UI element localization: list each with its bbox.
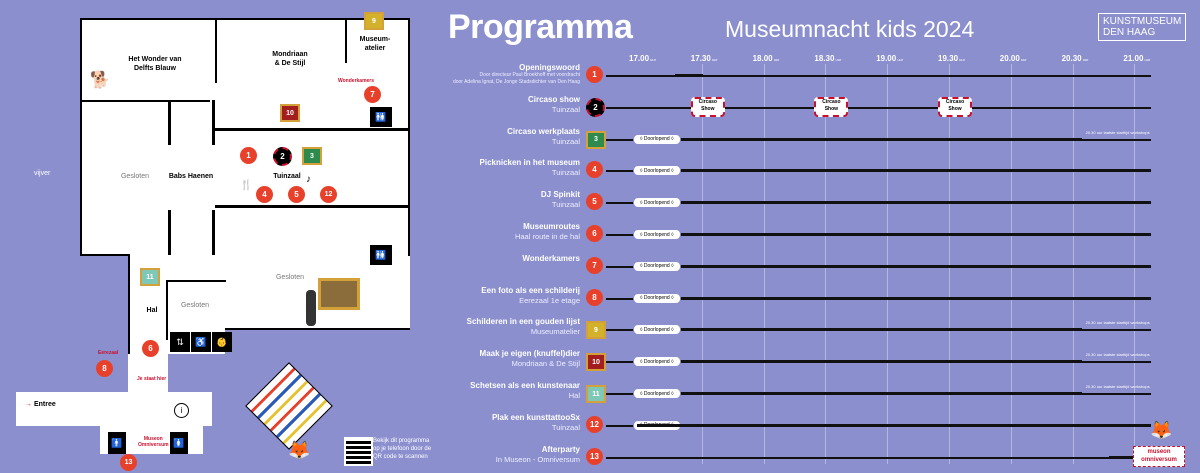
time-tick-unit: uur xyxy=(896,57,904,62)
fox-icon: 🦊 xyxy=(1150,420,1173,440)
room-gesloten-1: Gesloten xyxy=(120,173,150,180)
time-tick-label xyxy=(876,54,903,63)
time-tick-value: 20.30 xyxy=(1061,54,1082,63)
time-tick-unit: uur xyxy=(1143,57,1151,62)
time-tick-value: 19.30 xyxy=(938,54,959,63)
plan-square-10: 10 xyxy=(280,104,300,122)
plan-badge-6: 6 xyxy=(142,340,159,357)
room-label-atelier: Museum- atelier xyxy=(359,36,391,52)
entree-label xyxy=(25,401,56,408)
entree-text: Entree xyxy=(33,401,56,408)
event-badge: 4 xyxy=(586,161,603,178)
time-tick-value: 18.00 xyxy=(752,54,773,63)
picnic-icon: 🍴 xyxy=(240,180,253,191)
circaso-show-marker: Circaso Show xyxy=(691,97,725,117)
toilet-icon-2: 🚻 xyxy=(370,245,392,265)
eerezaal-label: Eerezaal xyxy=(98,350,119,356)
info-icon: i xyxy=(174,403,189,418)
time-tick-unit: uur xyxy=(1019,57,1027,62)
kite-tail-icon: 🦊 xyxy=(288,440,311,460)
event-timeline xyxy=(606,107,1151,109)
last-workshop-note: 20.30 uur laatste starttijd workshops xyxy=(1085,320,1150,326)
time-tick-label xyxy=(814,54,841,63)
room-gesloten-2: Gesloten xyxy=(275,274,305,281)
time-tick-label xyxy=(629,54,656,63)
plan-square-11: 11 xyxy=(140,268,160,286)
plan-badge-5: 5 xyxy=(288,186,305,203)
event-badge: 6 xyxy=(586,225,603,242)
event-location: Museumatelier xyxy=(530,327,580,337)
lift-icon: ⇅ xyxy=(170,332,190,352)
time-tick-value: 17.00 xyxy=(629,54,650,63)
time-tick-value: 18.30 xyxy=(814,54,835,63)
qr-code xyxy=(344,437,373,466)
doorlopend-pill: ◊ Doorlopend ◊ xyxy=(633,197,681,208)
event-title: Circaso show xyxy=(527,94,580,104)
event-location: Tuinzaal xyxy=(551,422,580,432)
event-title: Wonderkamers xyxy=(522,253,580,263)
time-tick-value: 17.30 xyxy=(690,54,711,63)
room-label-hal: Hal xyxy=(146,307,158,314)
dog-icon: 🐕 xyxy=(90,72,110,89)
room-label-mondriaan: Mondriaan & De Stijl xyxy=(272,51,308,67)
event-title: Openingswoord xyxy=(519,63,580,72)
event-timeslot xyxy=(637,138,1082,141)
plan-badge-8: 8 xyxy=(96,360,113,377)
event-badge: 10 xyxy=(586,353,606,371)
doorlopend-pill: ◊ Doorlopend ◊ xyxy=(633,293,681,304)
doorlopend-pill: ◊ Doorlopend ◊ xyxy=(633,261,681,272)
time-tick-value: 19.00 xyxy=(876,54,897,63)
museon-label: Museon Omniversum xyxy=(138,436,169,448)
room-label-babs: Babs Haenen xyxy=(168,173,214,180)
circaso-show-marker: Circaso Show xyxy=(814,97,848,117)
event-title: Picknicken in het museum xyxy=(479,158,580,168)
wheelchair-icon: ♿ xyxy=(191,332,211,352)
event-title: Museumroutes xyxy=(523,222,580,231)
event-title: Circaso werkplaats xyxy=(507,126,580,136)
event-title: Plak een kunsttattooSx xyxy=(491,412,580,422)
event-title: Een foto als een schilderij xyxy=(481,285,580,295)
doorlopend-pill: ◊ Doorlopend ◊ xyxy=(633,324,681,335)
qr-text: Bekijk dit programma op je telefoon door de QR code te scannen xyxy=(373,438,432,460)
wonderkamers-label: Wonderkamers xyxy=(338,78,375,84)
event-title: DJ Spinkit xyxy=(540,190,580,200)
event-badge: 7 xyxy=(586,257,603,274)
time-tick-label xyxy=(1062,54,1089,63)
event-timeslot xyxy=(637,169,1151,172)
event-location: Haal route in de hal xyxy=(514,232,580,241)
doorlopend-pill: ◊ Doorlopend ◊ xyxy=(633,165,681,176)
event-title: Maak je eigen (knuffel)dier xyxy=(479,349,580,359)
event-location: Eerezaal 1e etage xyxy=(519,295,580,305)
painting-icon xyxy=(318,278,360,310)
event-timeslot xyxy=(637,297,1151,300)
time-tick-unit: uur xyxy=(649,57,656,62)
kite-illustration xyxy=(245,362,333,450)
event-badge: 12 xyxy=(586,416,603,433)
plan-badge-12: 12 xyxy=(320,186,337,203)
event-location: In Museon - Omniversum xyxy=(495,454,580,464)
time-tick-unit: uur xyxy=(772,57,780,62)
doorlopend-pill: ◊ Doorlopend ◊ xyxy=(633,388,681,399)
event-timeslot xyxy=(637,360,1082,363)
page-subtitle: Museumnacht kids 2024 xyxy=(725,16,975,42)
time-tick-label xyxy=(1123,54,1150,63)
event-badge: 13 xyxy=(586,448,603,465)
event-location: Mondriaan & De Stijl xyxy=(511,359,580,369)
event-location: Tuinzaal xyxy=(551,200,580,210)
plan-badge-2: 2 xyxy=(273,147,292,166)
event-badge: 3 xyxy=(586,131,606,149)
time-tick-value: 20.00 xyxy=(999,54,1020,63)
time-tick-label xyxy=(753,54,780,63)
plan-badge-1: 1 xyxy=(240,147,257,164)
doorlopend-pill: ◊ Doorlopend ◊ xyxy=(633,356,681,367)
event-timeslot xyxy=(637,265,1151,268)
event-location: Tuinzaal xyxy=(551,168,580,178)
event-timeslot xyxy=(637,201,1151,204)
event-location: Tuinzaal xyxy=(551,136,580,146)
vijver-label: vijver xyxy=(34,170,51,177)
museum-logo: KUNSTMUSEUM DEN HAAG xyxy=(1098,13,1186,41)
event-location: Hal xyxy=(568,391,580,400)
event-badge: 11 xyxy=(586,385,606,403)
room-label-tuinzaal: Tuinzaal xyxy=(273,173,301,180)
plan-square-9: 9 xyxy=(364,12,384,30)
event-timeslot xyxy=(675,74,703,77)
event-title: Schetsen als een kunstenaar xyxy=(470,381,580,390)
event-timeslot xyxy=(637,328,1082,331)
event-badge: 5 xyxy=(586,193,603,210)
toilet-men-icon: 🚹 xyxy=(108,432,126,454)
je-staat-hier-label: Je staat hier xyxy=(137,376,167,382)
time-tick-label xyxy=(938,54,965,63)
page-title: Programma xyxy=(448,8,633,46)
event-badge: 9 xyxy=(586,321,606,339)
museon-logo: museon omniversum xyxy=(1133,446,1185,467)
last-workshop-note: 20.30 uur laatste starttijd workshops xyxy=(1085,352,1150,358)
last-workshop-note: 20.30 uur laatste starttijd workshops xyxy=(1085,384,1150,389)
entree-arrow-icon: → xyxy=(25,401,32,408)
event-timeline xyxy=(606,457,1151,459)
event-badge: 2 xyxy=(586,98,605,117)
plan-square-3: 3 xyxy=(302,147,322,165)
event-timeslot xyxy=(637,424,1151,427)
event-description: Door directeur Paul Broekhoff met voordracht door Adelina Ignat, De Jonge Stadsdichter van Den Haag xyxy=(452,72,580,85)
time-tick-unit: uur xyxy=(958,57,965,62)
last-workshop-note: 20.30 uur laatste starttijd workshops xyxy=(1085,129,1150,135)
event-title: Schilderen in een gouden lijst xyxy=(466,317,580,327)
time-tick-unit: uur xyxy=(834,57,842,62)
room-gesloten-3: Gesloten xyxy=(180,302,210,309)
time-tick-unit: uur xyxy=(1081,57,1089,62)
plan-badge-4: 4 xyxy=(256,186,273,203)
time-tick-value: 21.00 xyxy=(1123,54,1144,63)
music-note-icon: ♪ xyxy=(306,174,311,185)
doorlopend-pill: ◊ Doorlopend ◊ xyxy=(633,229,681,240)
event-badge: 8 xyxy=(586,289,603,306)
time-tick-unit: uur xyxy=(710,57,718,62)
toilet-icon: 🚻 xyxy=(370,107,392,127)
plan-badge-7: 7 xyxy=(364,86,381,103)
baby-change-icon: 👶 xyxy=(212,332,232,352)
event-location: Tuinzaal xyxy=(551,104,580,114)
room-label-wonder: Het Wonder van Delfts Blauw xyxy=(128,56,182,72)
time-tick-label xyxy=(691,54,718,63)
visitor-figure-icon xyxy=(306,290,316,326)
event-timeslot xyxy=(637,392,1082,395)
plan-badge-13: 13 xyxy=(120,454,137,471)
event-title: Afterparty xyxy=(541,444,580,454)
doorlopend-pill: ◊ Doorlopend ◊ xyxy=(633,134,681,145)
toilet-women-icon: 🚺 xyxy=(170,432,188,454)
time-tick-label xyxy=(1000,54,1027,63)
event-timeslot xyxy=(637,233,1151,236)
event-badge: 1 xyxy=(586,66,603,83)
circaso-show-marker: Circaso Show xyxy=(938,97,972,117)
